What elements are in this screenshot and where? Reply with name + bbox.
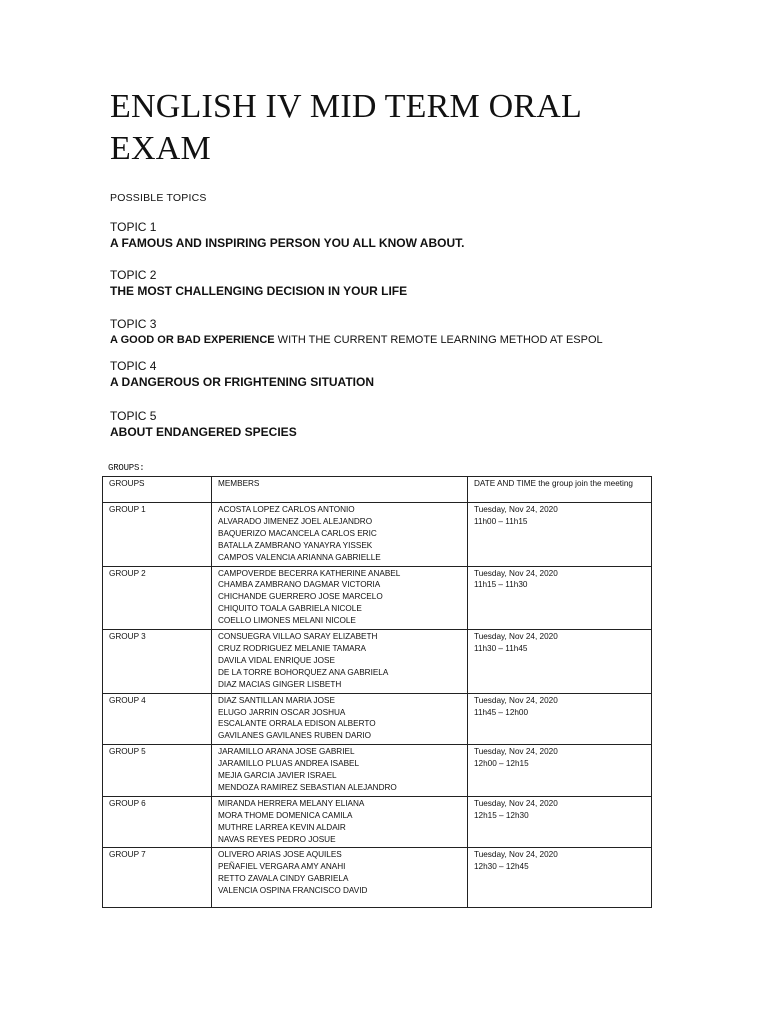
group-name-cell: GROUP 3 (103, 630, 212, 694)
member-name: CHICHANDE GUERRERO JOSE MARCELO (218, 592, 383, 602)
member-name: ACOSTA LOPEZ CARLOS ANTONIO (218, 505, 355, 514)
member-name: CAMPOS VALENCIA ARIANNA GABRIELLE (218, 552, 381, 562)
member-name: OLIVERO ARIAS JOSE AQUILES (218, 850, 342, 860)
member-name: DAVILA VIDAL ENRIQUE JOSE (218, 655, 335, 665)
members-cell (212, 796, 468, 848)
topic-label: TOPIC 3 (110, 317, 157, 331)
table-row (103, 796, 652, 848)
meeting-time: 12h30 – 12h45 (474, 862, 529, 872)
member-name: CHAMBA ZAMBRANO DAGMAR VICTORIA (218, 580, 381, 590)
topic-text-bold: A GOOD OR BAD EXPERIENCE (110, 334, 275, 346)
meeting-time: 11h45 – 12h00 (474, 707, 529, 717)
group-name-cell: GROUP 4 (103, 693, 212, 745)
member-name: CRUZ RODRIGUEZ MELANIE TAMARA (218, 643, 366, 653)
member-name: DIAZ SANTILLAN MARIA JOSE (218, 695, 335, 705)
member-name: MIRANDA HERRERA MELANY ELIANA (218, 798, 365, 808)
member-name: BATALLA ZAMBRANO YANAYRA YISSEK (218, 540, 373, 550)
group-name-cell: GROUP 5 (103, 745, 212, 797)
header-members: MEMBERS (212, 477, 468, 503)
topic-text-normal: WITH THE CURRENT REMOTE LEARNING METHOD AT ESPOL (274, 334, 603, 346)
meeting-time: 11h15 – 11h30 (474, 580, 528, 590)
meeting-time: 11h00 – 11h15 (474, 516, 528, 526)
topic-text (110, 332, 710, 348)
group-name-cell: GROUP 7 (103, 848, 212, 908)
table-row (103, 630, 652, 694)
member-name: JARAMILLO ARANA JOSE GABRIEL (218, 747, 355, 757)
member-name: MENDOZA RAMIREZ SEBASTIAN ALEJANDRO (218, 782, 397, 792)
date-time-cell (468, 503, 652, 567)
member-name: DE LA TORRE BOHORQUEZ ANA GABRIELA (218, 667, 389, 677)
topic-1 (110, 219, 710, 251)
member-name: CHIQUITO TOALA GABRIELA NICOLE (218, 604, 362, 614)
groups-caption: GROUPS: (108, 463, 145, 473)
meeting-date: Tuesday, Nov 24, 2020 (474, 568, 558, 578)
meeting-date: Tuesday, Nov 24, 2020 (474, 632, 558, 642)
date-time-cell (468, 566, 652, 630)
page-title: ENGLISH IV MID TERM ORAL EXAM (110, 88, 581, 167)
topic-text: ABOUT ENDANGERED SPECIES (110, 425, 297, 439)
meeting-time: 12h00 – 12h15 (474, 759, 529, 769)
table-row (103, 503, 652, 567)
member-name: GAVILANES GAVILANES RUBEN DARIO (218, 731, 372, 741)
member-name: JARAMILLO PLUAS ANDREA ISABEL (218, 759, 360, 769)
possible-topics-heading: POSSIBLE TOPICS (110, 192, 207, 204)
date-time-cell (468, 745, 652, 797)
meeting-date: Tuesday, Nov 24, 2020 (474, 747, 558, 757)
topic-5 (110, 408, 710, 440)
topic-text: THE MOST CHALLENGING DECISION IN YOUR LIFE (110, 284, 408, 298)
topic-text: A FAMOUS AND INSPIRING PERSON YOU ALL KNOW ABOUT. (110, 236, 465, 250)
date-time-cell (468, 796, 652, 848)
meeting-date: Tuesday, Nov 24, 2020 (474, 850, 558, 860)
member-name: PEÑAFIEL VERGARA AMY ANAHI (218, 862, 346, 872)
member-name: MUTHRE LARREA KEVIN ALDAIR (218, 822, 346, 832)
member-name: ESCALANTE ORRALA EDISON ALBERTO (218, 719, 376, 729)
member-name: MORA THOME DOMENICA CAMILA (218, 810, 353, 820)
member-name: CONSUEGRA VILLAO SARAY ELIZABETH (218, 632, 378, 642)
members-cell (212, 693, 468, 745)
member-name: DIAZ MACIAS GINGER LISBETH (218, 679, 342, 689)
table-row (103, 848, 652, 908)
group-name-cell: GROUP 1 (103, 503, 212, 567)
topic-3 (110, 316, 710, 348)
member-name: CAMPOVERDE BECERRA KATHERINE ANABEL (218, 568, 401, 578)
header-date-time: DATE AND TIME the group join the meeting (468, 477, 652, 503)
topic-4 (110, 358, 710, 390)
member-name: COELLO LIMONES MELANI NICOLE (218, 616, 356, 626)
group-name-cell: GROUP 6 (103, 796, 212, 848)
table-row (103, 745, 652, 797)
meeting-date: Tuesday, Nov 24, 2020 (474, 505, 558, 514)
member-name: RETTO ZAVALA CINDY GABRIELA (218, 874, 349, 884)
member-name: ELUGO JARRIN OSCAR JOSHUA (218, 707, 346, 717)
table-header-row (103, 477, 652, 503)
member-name: ALVARADO JIMENEZ JOEL ALEJANDRO (218, 516, 373, 526)
topic-label: TOPIC 5 (110, 409, 157, 423)
group-name-cell: GROUP 2 (103, 566, 212, 630)
date-time-cell (468, 630, 652, 694)
meeting-date: Tuesday, Nov 24, 2020 (474, 695, 558, 705)
topic-label: TOPIC 2 (110, 268, 157, 282)
header-groups: GROUPS (103, 477, 212, 503)
members-cell (212, 503, 468, 567)
members-cell (212, 630, 468, 694)
member-name: VALENCIA OSPINA FRANCISCO DAVID (218, 886, 368, 896)
topic-label: TOPIC 4 (110, 359, 157, 373)
topic-text: A DANGEROUS OR FRIGHTENING SITUATION (110, 375, 374, 389)
members-cell (212, 745, 468, 797)
member-name: MEJIA GARCIA JAVIER ISRAEL (218, 771, 337, 781)
members-cell (212, 848, 468, 908)
table-row (103, 693, 652, 745)
date-time-cell (468, 693, 652, 745)
table-row (103, 566, 652, 630)
member-name: NAVAS REYES PEDRO JOSUE (218, 834, 336, 844)
topic-label: TOPIC 1 (110, 220, 157, 234)
groups-table (102, 476, 652, 908)
date-time-cell (468, 848, 652, 908)
meeting-time: 12h15 – 12h30 (474, 810, 529, 820)
members-cell (212, 566, 468, 630)
member-name: BAQUERIZO MACANCELA CARLOS ERIC (218, 528, 377, 538)
topic-2 (110, 267, 710, 299)
meeting-date: Tuesday, Nov 24, 2020 (474, 798, 558, 808)
meeting-time: 11h30 – 11h45 (474, 643, 528, 653)
